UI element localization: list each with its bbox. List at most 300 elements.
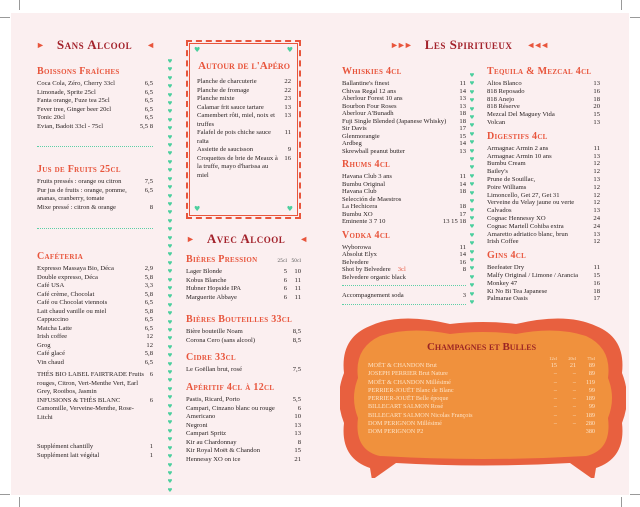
item-price: 5,8 bbox=[144, 350, 153, 357]
item-name: Planche de fromage bbox=[197, 86, 250, 94]
divider bbox=[342, 285, 466, 288]
item-price: 6,5 bbox=[144, 114, 153, 121]
champagne-content bbox=[352, 330, 607, 460]
item-name: Hennessy XO on ice bbox=[186, 455, 241, 463]
crop-mark bbox=[630, 494, 640, 495]
menu-item bbox=[487, 231, 600, 239]
item-price: 99 bbox=[588, 403, 595, 411]
item-prices bbox=[538, 395, 595, 403]
heart-icon: ♥ bbox=[167, 277, 173, 284]
section-thes bbox=[37, 371, 153, 422]
item-price: 13 bbox=[593, 152, 600, 160]
heart-icon: ♥ bbox=[167, 370, 173, 377]
item-price: 3,3 bbox=[144, 282, 153, 289]
menu-item bbox=[186, 447, 301, 456]
item-price: 3 bbox=[462, 292, 466, 299]
item-price: 13 bbox=[593, 118, 600, 126]
item-price: 12 bbox=[146, 341, 153, 349]
item-price: 11 bbox=[284, 129, 291, 136]
item-name: PERRIER-JOUËT Belle époque bbox=[368, 395, 449, 403]
heart-icon: ♥ bbox=[469, 249, 475, 256]
heart-icon: ♥ bbox=[167, 218, 173, 225]
item-name: Prune de Souillac, bbox=[487, 175, 536, 183]
item-name: Negroni bbox=[186, 421, 208, 429]
item-name: Kobus Blanche bbox=[186, 276, 227, 284]
item-prices bbox=[273, 285, 301, 294]
item-name: Altos Blanco bbox=[487, 80, 522, 87]
apero-box bbox=[186, 40, 301, 219]
menu-item bbox=[37, 325, 153, 334]
heart-icon: ♥ bbox=[167, 412, 173, 419]
item-name: Kir Royal Moët & Chandon bbox=[186, 447, 260, 454]
crop-mark bbox=[630, 17, 640, 18]
item-price: 380 bbox=[585, 428, 595, 436]
item-name: Absolut Elyx bbox=[342, 251, 377, 258]
menu-item bbox=[186, 413, 301, 422]
item-price: 10 bbox=[294, 268, 301, 275]
heart-divider-left bbox=[167, 58, 173, 495]
item-price: 13 bbox=[284, 112, 291, 119]
heart-icon: ♥ bbox=[469, 73, 475, 79]
menu-item bbox=[342, 274, 466, 282]
item-name: Amaretto adriatico blanc, brun bbox=[487, 230, 568, 238]
col-header: 50cl bbox=[291, 259, 301, 264]
item-name: Shot by Belvedere bbox=[342, 266, 391, 273]
item-name: Bière bouteille Noam bbox=[186, 328, 243, 335]
item-price: 13 bbox=[593, 207, 600, 215]
heart-icon: ♥ bbox=[469, 123, 475, 130]
item-price: 7,5 bbox=[292, 366, 301, 373]
item-name: Ballantine's finest bbox=[342, 80, 390, 87]
menu-item bbox=[197, 78, 291, 87]
heart-icon: ♥ bbox=[469, 257, 475, 264]
item-name: Campari Spritz bbox=[186, 430, 227, 437]
item-name: Wyborowa bbox=[342, 243, 371, 251]
item-price: 16 bbox=[593, 279, 600, 287]
item-name: Fever tree, Ginger beer 20cl bbox=[37, 105, 112, 113]
menu-item bbox=[37, 308, 153, 317]
section-heading: Caféteria bbox=[37, 251, 84, 262]
item-price: 12 bbox=[593, 160, 600, 168]
section-heading: Bières Bouteilles 33cl bbox=[186, 314, 293, 325]
champagne-item bbox=[368, 428, 595, 436]
item-name: MOËT & CHANDON Brut bbox=[368, 362, 437, 369]
heart-icon: ♥ bbox=[167, 201, 173, 208]
item-price: 13 bbox=[459, 147, 466, 155]
item-price bbox=[557, 428, 576, 436]
item-name: Ardbeg bbox=[342, 140, 362, 147]
item-price: 15 bbox=[593, 111, 600, 119]
menu-item bbox=[197, 112, 291, 129]
item-price: 10 bbox=[294, 413, 301, 420]
heart-icon: ♥ bbox=[167, 143, 173, 150]
item-price: 12 bbox=[593, 191, 600, 199]
accompagnement bbox=[342, 292, 466, 300]
heart-icon: ♥ bbox=[469, 207, 475, 214]
item-price: 189 bbox=[585, 411, 595, 419]
item-price: 13 bbox=[294, 430, 301, 437]
menu-item bbox=[197, 129, 291, 146]
item-price: 8 bbox=[297, 438, 301, 446]
heart-icon: ♥ bbox=[286, 205, 293, 213]
heart-icon: ♥ bbox=[167, 445, 173, 452]
item-price: 8,5 bbox=[292, 336, 301, 344]
heart-icon: ♥ bbox=[167, 479, 173, 486]
heart-icon: ♥ bbox=[167, 454, 173, 461]
heart-icon: ♥ bbox=[469, 115, 475, 122]
item-name: Supplément lait végétal bbox=[37, 451, 100, 459]
menu-item bbox=[197, 87, 291, 96]
item-price: 18 bbox=[459, 110, 466, 117]
heart-icon: ♥ bbox=[167, 428, 173, 435]
section-heading: Cidre 33cl bbox=[186, 352, 236, 363]
item-name: Aberlour A'Bunadh bbox=[342, 110, 394, 117]
item-name: Hubner Hopside IPA bbox=[186, 285, 242, 292]
item-price: 6,5 bbox=[144, 105, 153, 113]
item-price: 89 bbox=[588, 370, 595, 378]
item-price: 18 bbox=[593, 287, 600, 295]
heart-icon: ♥ bbox=[469, 283, 475, 290]
section-heading: Gins 4cl bbox=[487, 250, 527, 262]
item-name: Fanta orange, Fuze tea 25cl bbox=[37, 97, 110, 104]
heart-icon: ♥ bbox=[167, 84, 173, 91]
menu-item bbox=[197, 95, 291, 104]
item-price: 21 bbox=[569, 362, 576, 369]
menu-item bbox=[186, 294, 301, 303]
crop-mark bbox=[19, 497, 20, 507]
menu-item bbox=[342, 118, 466, 126]
item-price: 15 bbox=[294, 447, 301, 454]
menu-item bbox=[342, 218, 466, 226]
item-price: 14 bbox=[459, 87, 466, 95]
divider bbox=[37, 146, 153, 149]
menu-item bbox=[487, 184, 600, 192]
section-cidre bbox=[186, 352, 301, 375]
item-price: 18 bbox=[459, 203, 466, 210]
section-heading: Whiskies 4cl bbox=[342, 66, 402, 77]
item-price: 6 bbox=[283, 276, 287, 284]
menu-item bbox=[186, 422, 301, 431]
section-rhums bbox=[342, 159, 466, 226]
item-price: 13 bbox=[294, 421, 301, 429]
menu-item bbox=[186, 396, 301, 405]
menu-item bbox=[487, 272, 600, 280]
item-price: 6,5 bbox=[144, 186, 153, 194]
col-header: 25cl bbox=[277, 259, 287, 264]
heart-icon: ♥ bbox=[469, 106, 475, 113]
item-price: 8 bbox=[149, 203, 153, 211]
menu-item bbox=[342, 266, 466, 274]
item-price: 12 bbox=[593, 183, 600, 191]
item-name: Cappuccino bbox=[37, 316, 69, 323]
item-name: Glenmorangie bbox=[342, 132, 380, 140]
title-text: Avec Alcool bbox=[206, 231, 286, 246]
item-name: Skrewball peanut butter bbox=[342, 147, 405, 155]
item-price: – bbox=[572, 395, 576, 403]
heart-icon: ♥ bbox=[167, 101, 173, 108]
item-price: 11 bbox=[459, 173, 466, 180]
heart-icon: ♥ bbox=[469, 241, 475, 248]
menu-item bbox=[186, 268, 301, 277]
item-name: Planche mixte bbox=[197, 95, 235, 102]
heart-icon: ♥ bbox=[469, 224, 475, 231]
heart-icon: ♥ bbox=[469, 98, 475, 105]
heart-icon: ♥ bbox=[167, 487, 173, 494]
heart-icon: ♥ bbox=[469, 131, 475, 138]
champagne-item bbox=[368, 379, 595, 387]
menu-item bbox=[197, 146, 291, 155]
section-heading: Tequila & Mezcal 4cl bbox=[487, 66, 592, 77]
menu-item bbox=[37, 80, 153, 89]
item-name: Supplément chantilly bbox=[37, 443, 94, 450]
item-price: – bbox=[553, 378, 557, 386]
menu-item bbox=[487, 145, 600, 153]
section-gins bbox=[487, 250, 600, 303]
item-price: 11 bbox=[593, 144, 600, 152]
item-name: Malfy Original / Limone / Arancia bbox=[487, 271, 579, 279]
heart-icon: ♥ bbox=[167, 344, 173, 351]
item-price: 99 bbox=[588, 386, 595, 394]
section-heading: Jus de Fruits 25cl bbox=[37, 164, 121, 175]
heart-icon: ♥ bbox=[469, 157, 475, 164]
menu-item bbox=[487, 168, 600, 176]
section-heading: Digestifs 4cl bbox=[487, 130, 548, 142]
item-name: Expresso Massaya Bio, Déca bbox=[37, 265, 114, 272]
item-price: 6 bbox=[149, 396, 153, 404]
item-name: Pur jus de fruits : orange, pomme, ananas, cranberry, tomate bbox=[37, 186, 127, 202]
item-price: 6,5 bbox=[144, 324, 153, 332]
heart-icon: ♥ bbox=[167, 361, 173, 368]
item-price: 8,5 bbox=[292, 328, 301, 335]
sans-alcool-title bbox=[36, 37, 153, 53]
item-name: Eminente 3 7 10 bbox=[342, 218, 386, 225]
item-name: DOM PERIGNON Millésimé bbox=[368, 420, 442, 428]
heart-icon: ♥ bbox=[167, 260, 173, 267]
heart-icon: ♥ bbox=[167, 185, 173, 192]
item-price: 11 bbox=[294, 293, 301, 301]
item-name: Fuji Single Blended (Japanese Whisky) bbox=[342, 117, 447, 125]
item-name: Bumbu Original bbox=[342, 180, 386, 188]
heart-icon: ♥ bbox=[167, 243, 173, 250]
heart-icon: ♥ bbox=[469, 190, 475, 197]
item-price: – bbox=[572, 420, 576, 428]
item-price: – bbox=[572, 386, 576, 394]
heart-icon: ♥ bbox=[469, 199, 475, 206]
champagne-item bbox=[368, 412, 595, 420]
menu-item bbox=[342, 125, 466, 133]
menu-item bbox=[487, 264, 600, 272]
item-name: INFUSIONS & THÉS BLANC Camomille, Verveine-Menthe, Rose-Litchi bbox=[37, 396, 134, 421]
item-price: 13 bbox=[459, 95, 466, 102]
item-name: Falafel de pois chiche sauce raïta bbox=[197, 129, 271, 145]
menu-item bbox=[37, 397, 153, 423]
champagne-item bbox=[368, 370, 595, 378]
menu-item bbox=[37, 97, 153, 106]
title-text: Les Spiritueux bbox=[424, 37, 513, 52]
item-name: Havana Club bbox=[342, 188, 377, 195]
heart-icon: ♥ bbox=[167, 117, 173, 124]
heart-icon: ♥ bbox=[167, 470, 173, 477]
champagne-item bbox=[368, 395, 595, 403]
menu-item bbox=[37, 204, 153, 213]
item-name: Camembert rôti, miel, noix et truffes bbox=[197, 112, 276, 128]
heart-icon: ♥ bbox=[469, 291, 475, 298]
heart-icon: ♥ bbox=[167, 67, 173, 74]
item-price: 7,5 bbox=[144, 178, 153, 185]
menu-item bbox=[186, 285, 301, 294]
item-name: Irish coffee bbox=[37, 333, 68, 340]
item-prices bbox=[538, 403, 595, 411]
heart-icon: ♥ bbox=[167, 378, 173, 385]
item-price: 15 bbox=[550, 362, 557, 369]
menu-item bbox=[186, 430, 301, 439]
item-name: Lager Blonde bbox=[186, 268, 223, 275]
item-price: 20 bbox=[593, 103, 600, 111]
item-price: 6,5 bbox=[144, 299, 153, 306]
item-prices bbox=[538, 379, 595, 387]
item-price: 5,8 bbox=[144, 307, 153, 315]
item-price: 9 bbox=[287, 146, 291, 153]
arrow-right-icon: ► bbox=[36, 40, 43, 50]
heart-icon: ♥ bbox=[167, 210, 173, 217]
section-whiskies bbox=[342, 66, 466, 155]
item-name: JOSEPH PERRIER Brut Nature bbox=[368, 370, 448, 378]
item-name: Havana Club 3 ans bbox=[342, 173, 392, 180]
menu-item bbox=[487, 111, 600, 119]
menu-item bbox=[487, 288, 600, 296]
section-digestifs bbox=[487, 131, 600, 246]
menu-item bbox=[487, 96, 600, 104]
champagne-item bbox=[368, 387, 595, 395]
spirits-column-left bbox=[342, 66, 466, 307]
menu-item bbox=[37, 316, 153, 325]
item-name: Tonic 20cl bbox=[37, 114, 65, 121]
item-price: 8 bbox=[462, 266, 466, 273]
item-price: 14 bbox=[459, 180, 466, 188]
item-price: 13 bbox=[593, 175, 600, 183]
heart-icon: ♥ bbox=[167, 319, 173, 326]
heart-icon: ♥ bbox=[194, 205, 201, 213]
heart-icon: ♥ bbox=[167, 134, 173, 141]
menu-item bbox=[37, 452, 153, 461]
menu-item bbox=[487, 88, 600, 96]
item-name: Evian, Badoit 33cl - 75cl bbox=[37, 122, 104, 130]
menu-item bbox=[342, 148, 466, 156]
spirits-column-right bbox=[487, 66, 600, 303]
heart-icon: ♥ bbox=[469, 299, 475, 306]
menu-item bbox=[342, 110, 466, 118]
item-name: Palmarae Oasis bbox=[487, 295, 528, 303]
crop-mark bbox=[621, 497, 622, 507]
heart-icon: ♥ bbox=[286, 46, 293, 54]
heart-icon: ♥ bbox=[469, 89, 475, 96]
heart-icon: ♥ bbox=[167, 159, 173, 166]
item-price: 5 bbox=[283, 268, 287, 275]
item-name: Selección de Maestros bbox=[342, 195, 402, 203]
item-price: 13 bbox=[284, 103, 291, 111]
heart-icon: ♥ bbox=[469, 148, 475, 155]
volume-note: 3cl bbox=[397, 266, 406, 273]
item-name: Fruits pressés : orange ou citron bbox=[37, 178, 122, 185]
item-price: 24 bbox=[593, 222, 600, 230]
item-name: Verveine du Velay jaune ou verte bbox=[487, 199, 575, 207]
heart-icon: ♥ bbox=[167, 168, 173, 175]
item-name: Mezcal Del Maguey Vida bbox=[487, 111, 555, 119]
menu-item bbox=[342, 103, 466, 111]
menu-item bbox=[487, 223, 600, 231]
item-name: Bailey's bbox=[487, 168, 508, 176]
heart-icon: ♥ bbox=[167, 109, 173, 116]
heart-icon: ♥ bbox=[167, 353, 173, 360]
item-price: 6 bbox=[297, 404, 301, 412]
section-tequila bbox=[487, 66, 600, 127]
item-prices bbox=[538, 428, 595, 436]
item-prices bbox=[538, 387, 595, 395]
section-bieres-pression bbox=[186, 254, 301, 302]
champagne-item bbox=[368, 403, 595, 411]
heart-icon: ♥ bbox=[167, 403, 173, 410]
spiritueux-title bbox=[390, 37, 547, 53]
item-name: Planche de charcuterie bbox=[197, 78, 257, 85]
champagne-item bbox=[368, 362, 595, 370]
menu-item bbox=[342, 259, 466, 267]
section-heading: Bières Pression bbox=[186, 254, 258, 265]
item-name: Assiette de saucisson bbox=[197, 146, 254, 153]
heart-icon: ♥ bbox=[167, 269, 173, 276]
heart-icon: ♥ bbox=[167, 395, 173, 402]
item-name: Irish Coffee bbox=[487, 238, 519, 246]
menu-item bbox=[487, 153, 600, 161]
item-name: Café ou Chocolat viennois bbox=[37, 299, 108, 306]
menu-item bbox=[37, 282, 153, 291]
item-name: Belvedere bbox=[342, 258, 369, 266]
item-name: Limoncello, Get 27, Get 31 bbox=[487, 191, 560, 199]
heart-icon: ♥ bbox=[167, 92, 173, 99]
item-price: – bbox=[572, 411, 576, 419]
menu-item bbox=[37, 359, 153, 368]
item-price: 21 bbox=[294, 455, 301, 463]
heart-icon: ♥ bbox=[167, 311, 173, 318]
item-name: Kir au Chardonnay bbox=[186, 438, 237, 446]
item-name: Beefeater Dry bbox=[487, 264, 525, 272]
heart-icon: ♥ bbox=[167, 294, 173, 301]
item-name: Café crème, Chocolat bbox=[37, 290, 95, 298]
heart-icon: ♥ bbox=[167, 252, 173, 259]
item-prices bbox=[273, 294, 301, 303]
heart-icon: ♥ bbox=[167, 462, 173, 469]
section-heading: Apéritif 4cl à 12cl bbox=[186, 382, 275, 393]
section-heading: Vodka 4cl bbox=[342, 229, 391, 241]
item-name: Americano bbox=[186, 413, 216, 420]
item-price: 24 bbox=[593, 214, 600, 222]
divider bbox=[342, 304, 466, 307]
heart-icon: ♥ bbox=[167, 336, 173, 343]
champagne-item bbox=[368, 420, 595, 428]
section-cafeteria bbox=[37, 251, 153, 367]
item-price: 89 bbox=[588, 362, 595, 369]
menu-item bbox=[342, 133, 466, 141]
item-name: 818 Reposado bbox=[487, 87, 525, 95]
item-name: Le Goëllan brut, rosé bbox=[186, 366, 243, 373]
col-header: 75cl bbox=[587, 356, 595, 361]
menu-item bbox=[37, 187, 153, 204]
menu-item bbox=[342, 251, 466, 259]
item-name: Bourbon Four Roses bbox=[342, 102, 397, 110]
item-prices bbox=[538, 362, 595, 370]
item-price: 11 bbox=[593, 264, 600, 272]
item-price: 6,5 bbox=[144, 358, 153, 366]
item-name: Croquettes de brie de Meaux à la truffe, mayo d'harissa au miel bbox=[197, 154, 278, 179]
